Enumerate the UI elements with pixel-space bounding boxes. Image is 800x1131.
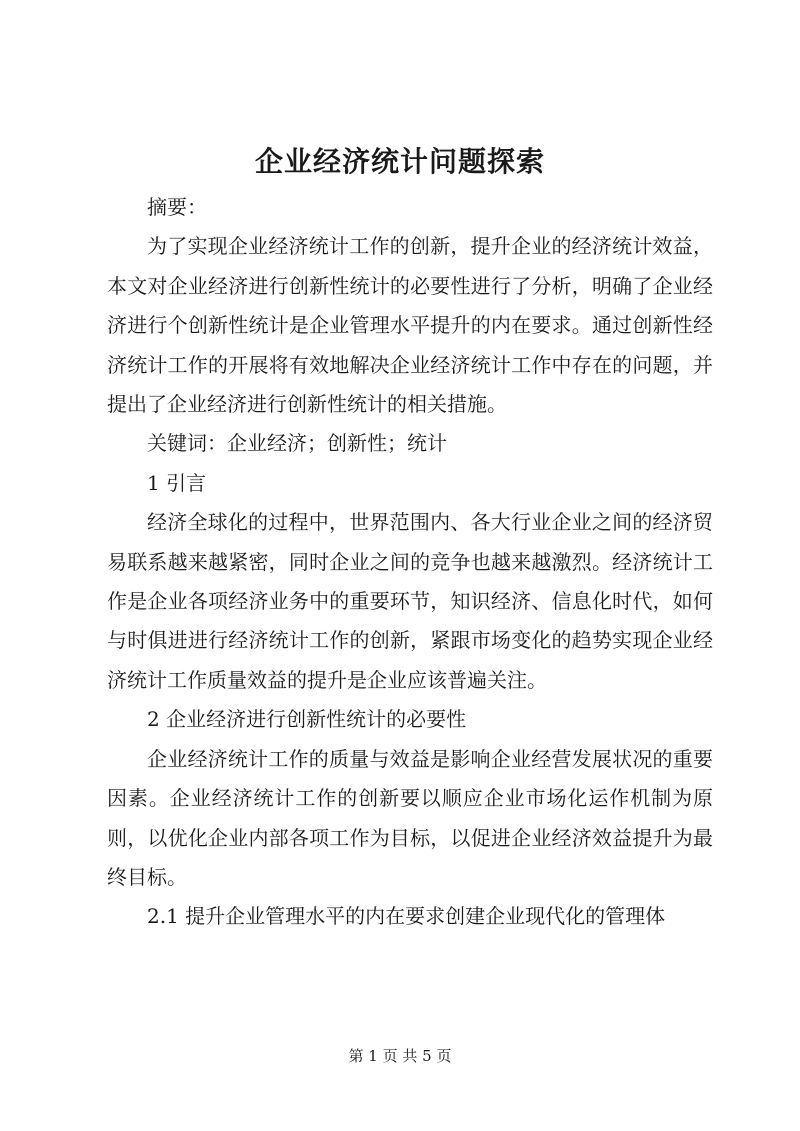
section-heading-introduction: 1 引言: [147, 470, 207, 495]
page-footer: 第 1 页 共 5 页: [348, 1047, 452, 1065]
necessity-paragraph: 企业经济统计工作的质量与效益是影响企业经营发展状况的重要因素。企业经济统计工作的创新要以顺应企业市场化运作机制为原则，以优化企业内部各项工作为目标，以促进企业经济效益提升为最终目标。: [107, 746, 713, 889]
document-title: 企业经济统计问题探索: [254, 145, 545, 178]
subsection-2-1-paragraph: 2.1 提升企业管理水平的内在要求创建企业现代化的管理体: [147, 904, 666, 929]
document-body: [107, 188, 713, 937]
section-heading-necessity: 2 企业经济进行创新性统计的必要性: [147, 707, 467, 732]
introduction-paragraph: 经济全球化的过程中，世界范围内、各大行业企业之间的经济贸易联系越来越紧密，同时企业之间的竞争也越来越激烈。经济统计工作是企业各项经济业务中的重要环节，知识经济、信息化时代，如何与时俱进进行经济统计工作的创新，紧跟市场变化的趋势实现企业经济统计工作质量效益的提升是企业应该普遍关注。: [107, 510, 713, 692]
keywords-line: 关键词：企业经济；创新性；统计: [147, 431, 447, 456]
abstract-paragraph: 为了实现企业经济统计工作的创新，提升企业的经济统计效益，本文对企业经济进行创新性统计的必要性进行了分析，明确了企业经济进行个创新性统计是企业管理水平提升的内在要求。通过创新性经济统计工作的开展将有效地解决企业经济统计工作中存在的问题，并提出了企业经济进行创新性统计的相关措施。: [107, 234, 713, 417]
abstract-label: 摘要：: [147, 195, 207, 219]
